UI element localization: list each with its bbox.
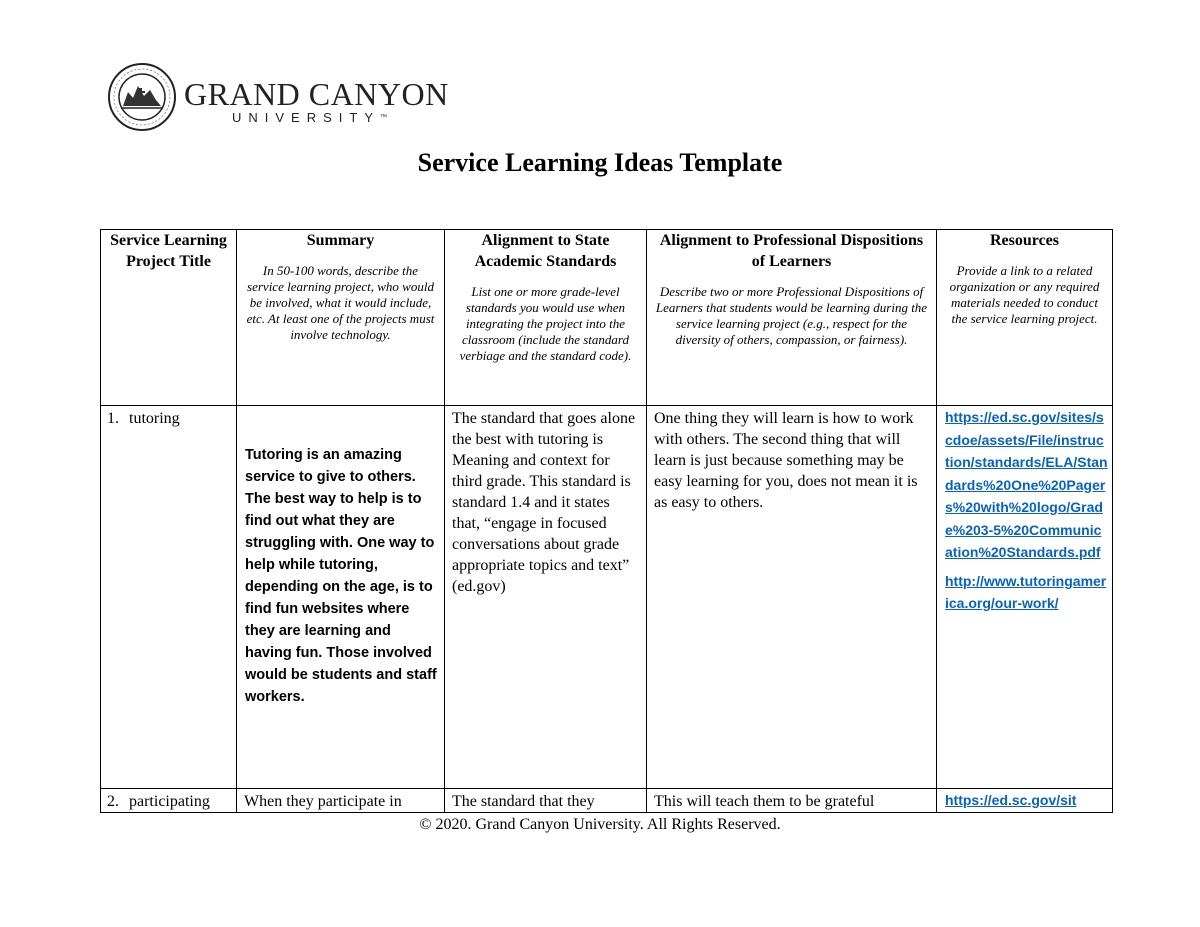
resources-cell bbox=[937, 406, 1113, 789]
university-seal-icon bbox=[106, 62, 178, 132]
summary-cell bbox=[237, 406, 445, 789]
resource-link[interactable]: https://ed.sc.gov/sites/scdoe/assets/File/instruction/standards/ELA/Standards%20One%20Pagers%20with%20logo/Grade%203-5%20Communication%20Standards.pdf bbox=[945, 409, 1108, 560]
summary-cell bbox=[237, 789, 445, 813]
header-description: Describe two or more Professional Dispositions of Learners that students would be learning during the service learning project (e.g., respect for the diversity of others, compassion, or fairness). bbox=[655, 284, 928, 347]
header-name: Resources bbox=[989, 232, 1060, 249]
header-name: Service Learning Project Title bbox=[110, 232, 227, 270]
project-title-cell bbox=[101, 789, 237, 813]
header-summary bbox=[237, 230, 445, 406]
row-number: 1. bbox=[107, 410, 119, 427]
dispositions-text: One thing they will learn is how to work with others. The second thing that will learn is just because something may be easy learning for you, does not mean it is as easy to others. bbox=[654, 410, 918, 511]
service-learning-table bbox=[100, 229, 1113, 813]
table-header-row bbox=[101, 230, 1113, 406]
standards-text: The standard that goes alone the best with tutoring is Meaning and context for third grade. This standard is standard 1.4 and it states that, “engage in focused conversations about grade appropriate topics and text” (ed.gov) bbox=[452, 410, 636, 595]
table-row bbox=[101, 789, 1113, 813]
dispositions-cell bbox=[647, 789, 937, 813]
resource-link[interactable]: https://ed.sc.gov/sit bbox=[945, 792, 1077, 808]
document-title: Service Learning Ideas Template bbox=[417, 148, 783, 177]
resource-link[interactable]: http://www.tutoringamerica.org/our-work/ bbox=[945, 572, 1107, 611]
header-description: Provide a link to a related organization or any required materials needed to conduct the service learning project. bbox=[949, 263, 1100, 326]
standards-cell bbox=[445, 789, 647, 813]
header-name: Alignment to Professional Dispositions of Learners bbox=[659, 232, 924, 270]
project-title-cell bbox=[101, 406, 237, 789]
header-description: In 50-100 words, describe the service learning project, who would be involved, what it would include, etc. At least one of the projects must involve technology. bbox=[246, 263, 435, 342]
project-title: tutoring bbox=[129, 410, 180, 427]
header-dispositions bbox=[647, 230, 937, 406]
header-state-standards bbox=[445, 230, 647, 406]
summary-text: When they participate in bbox=[244, 793, 402, 810]
table-row bbox=[101, 406, 1113, 789]
dispositions-text: This will teach them to be grateful bbox=[654, 793, 875, 810]
project-title: participating bbox=[129, 793, 210, 810]
standards-cell bbox=[445, 406, 647, 789]
logo-subtitle: UNIVERSITY™ bbox=[232, 110, 388, 125]
trademark-mark: ™ bbox=[380, 114, 388, 121]
dispositions-cell bbox=[647, 406, 937, 789]
summary-text: Tutoring is an amazing service to give to others. The best way to help is to find out what they are struggling with. One way to help while tutoring, depending on the age, is to find fun websites where they are learning and having fun. Those involved would be students and staff workers. bbox=[245, 447, 437, 705]
row-number: 2. bbox=[107, 793, 119, 810]
university-logo bbox=[106, 62, 449, 132]
resources-cell bbox=[937, 789, 1113, 813]
header-resources bbox=[937, 230, 1113, 406]
standards-text: The standard that they bbox=[452, 793, 595, 810]
header-project-title bbox=[101, 230, 237, 406]
header-name: Alignment to State Academic Standards bbox=[474, 232, 617, 270]
logo-wordmark: GRAND CANYON bbox=[184, 76, 449, 112]
copyright-footer: © 2020. Grand Canyon University. All Rights Reserved. bbox=[419, 816, 781, 833]
header-name: Summary bbox=[306, 232, 375, 249]
header-description: List one or more grade-level standards you would use when integrating the project into the classroom (include the standard verbiage and the standard code). bbox=[459, 284, 632, 363]
